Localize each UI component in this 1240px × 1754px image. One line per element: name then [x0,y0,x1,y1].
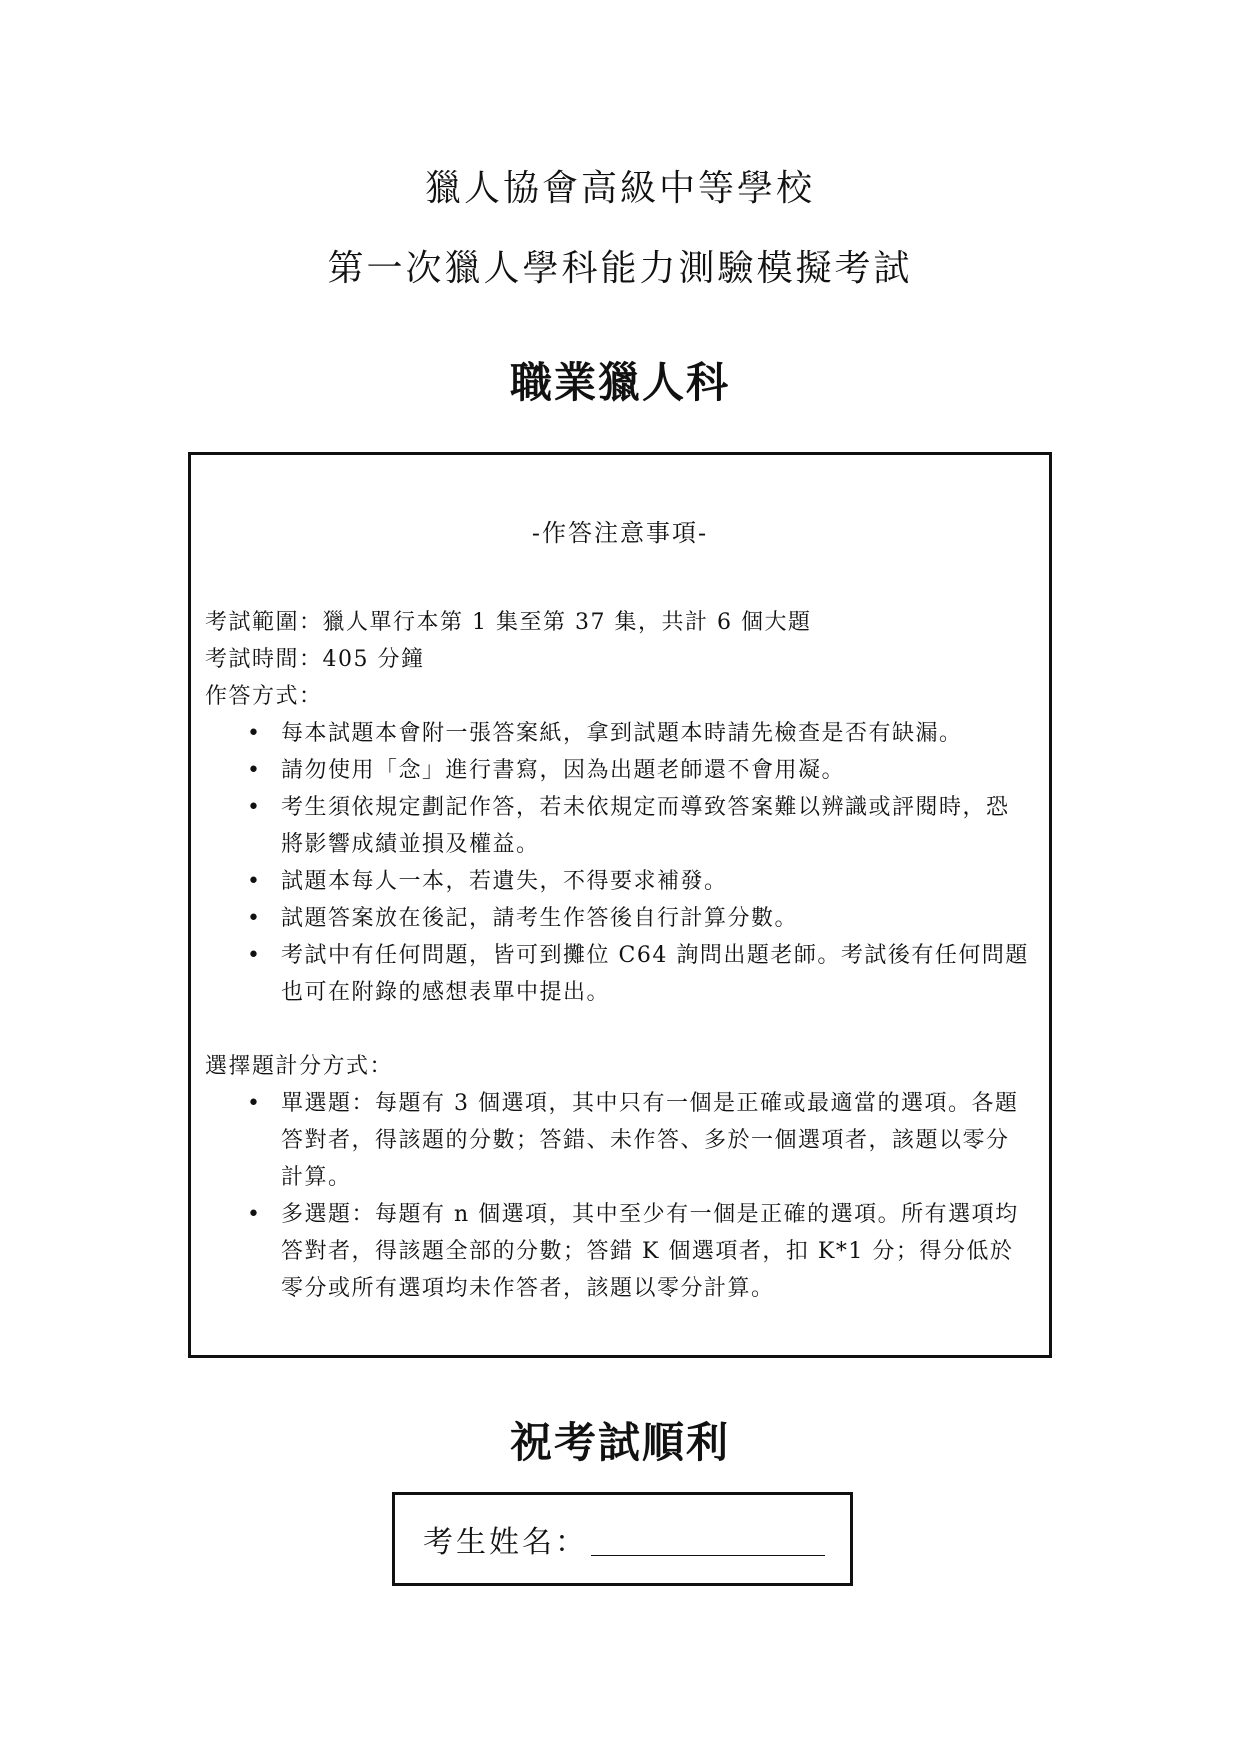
list-item-text: 單選題：每題有 3 個選項，其中只有一個是正確或最適當的選項。各題答對者，得該題的分數；答錯、未作答、多於一個選項者，該題以零分計算。 [281,1091,1019,1190]
school-name: 獵人協會高級中等學校 [424,168,815,209]
bullet-icon: • [247,1202,262,1227]
list-item-text: 試題答案放在後記，請考生作答後自行計算分數。 [281,906,799,931]
name-label: 考生姓名： [423,1525,588,1560]
bullet-icon: • [247,795,262,820]
answer-method-label: 作答方式： [205,684,323,709]
list-item-text: 每本試題本會附一張答案紙，拿到試題本時請先檢查是否有缺漏。 [281,721,963,746]
list-item [205,789,1041,863]
list-item [205,1196,1041,1307]
scoring-list [205,1085,1041,1307]
scoring-label: 選擇題計分方式： [205,1054,394,1079]
list-item [205,937,1041,1011]
bullet-icon: • [247,1091,262,1116]
name-box [392,1492,853,1586]
bullet-icon: • [247,758,262,783]
list-item-text: 考生須依規定劃記作答，若未依規定而導致答案難以辨識或評閱時，恐將影響成績並損及權益。 [281,795,1010,857]
list-item-text: 多選題：每題有 n 個選項，其中至少有一個是正確的選項。所有選項均答對者，得該題全部的分數；答錯 K 個選項者，扣 K*1 分；得分低於零分或所有選項均未作答者，該題以零分計算。 [281,1202,1019,1301]
closing-message: 祝考試順利 [509,1418,730,1467]
list-item-text: 請勿使用「念」進行書寫，因為出題老師還不會用凝。 [281,758,846,783]
list-item [205,715,1041,752]
answer-method-list [205,715,1041,1011]
bullet-icon: • [247,906,262,931]
list-item [205,863,1041,900]
list-item-text: 考試中有任何問題，皆可到攤位 C64 詢問出題老師。考試後有任何問題也可在附錄的感想表單中提出。 [281,943,1029,1005]
exam-title: 第一次獵人學科能力測驗模擬考試 [327,248,913,289]
name-blank-line[interactable] [591,1555,825,1556]
notice-box [188,452,1052,1358]
bullet-icon: • [247,721,262,746]
bullet-icon: • [247,943,262,968]
spacer [205,1011,1041,1048]
list-item [205,900,1041,937]
notice-heading: -作答注意事項- [531,519,709,547]
notice-body [205,604,1041,1307]
exam-time: 考試時間：405 分鐘 [205,647,425,672]
subject-title: 職業獵人科 [509,358,730,407]
list-item [205,752,1041,789]
list-item-text: 試題本每人一本，若遺失，不得要求補發。 [281,869,728,894]
bullet-icon: • [247,869,262,894]
list-item [205,1085,1041,1196]
exam-scope: 考試範圍：獵人單行本第 1 集至第 37 集，共計 6 個大題 [205,610,812,635]
